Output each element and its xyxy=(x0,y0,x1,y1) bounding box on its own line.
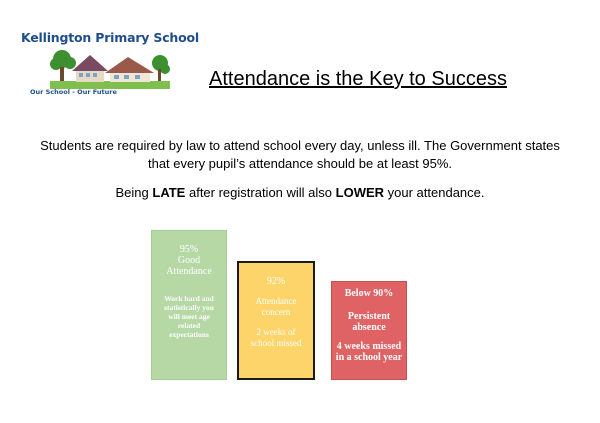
school-motto: Our School - Our Future xyxy=(30,88,117,96)
law-paragraph: Students are required by law to attend school every day, unless ill. The Government states that every pupil’s attendance should be at least 95%. xyxy=(40,138,560,171)
late-emphasis: LATE xyxy=(152,185,186,200)
late-para-prefix: Being xyxy=(115,185,153,200)
late-paragraph xyxy=(40,184,560,202)
good-percent: 95% xyxy=(179,244,199,255)
page-title: Attendance is the Key to Success xyxy=(209,68,507,90)
late-para-middle: after registration will also xyxy=(185,185,336,200)
concern-percent: 92% xyxy=(266,276,286,287)
good-description: Work hard and statistically you will meet age related expectations xyxy=(164,294,214,339)
persistent-absence-box xyxy=(331,281,407,380)
good-label-line1: Good xyxy=(177,255,201,266)
good-label-line2: Attendance xyxy=(166,266,212,277)
concern-label: Attendance concern xyxy=(255,296,297,317)
lower-emphasis: LOWER xyxy=(335,185,385,200)
concern-box xyxy=(237,261,315,380)
persistent-percent: Below 90% xyxy=(344,288,394,299)
good-attendance-box xyxy=(151,230,227,380)
persistent-description: 4 weeks missed in a school year xyxy=(335,341,403,363)
persistent-label: Persistent absence xyxy=(347,311,391,333)
late-para-suffix: your attendance. xyxy=(384,185,485,200)
concern-description: 2 weeks of school missed xyxy=(250,327,302,348)
school-logo xyxy=(50,49,170,89)
school-name: Kellington Primary School xyxy=(21,30,199,45)
